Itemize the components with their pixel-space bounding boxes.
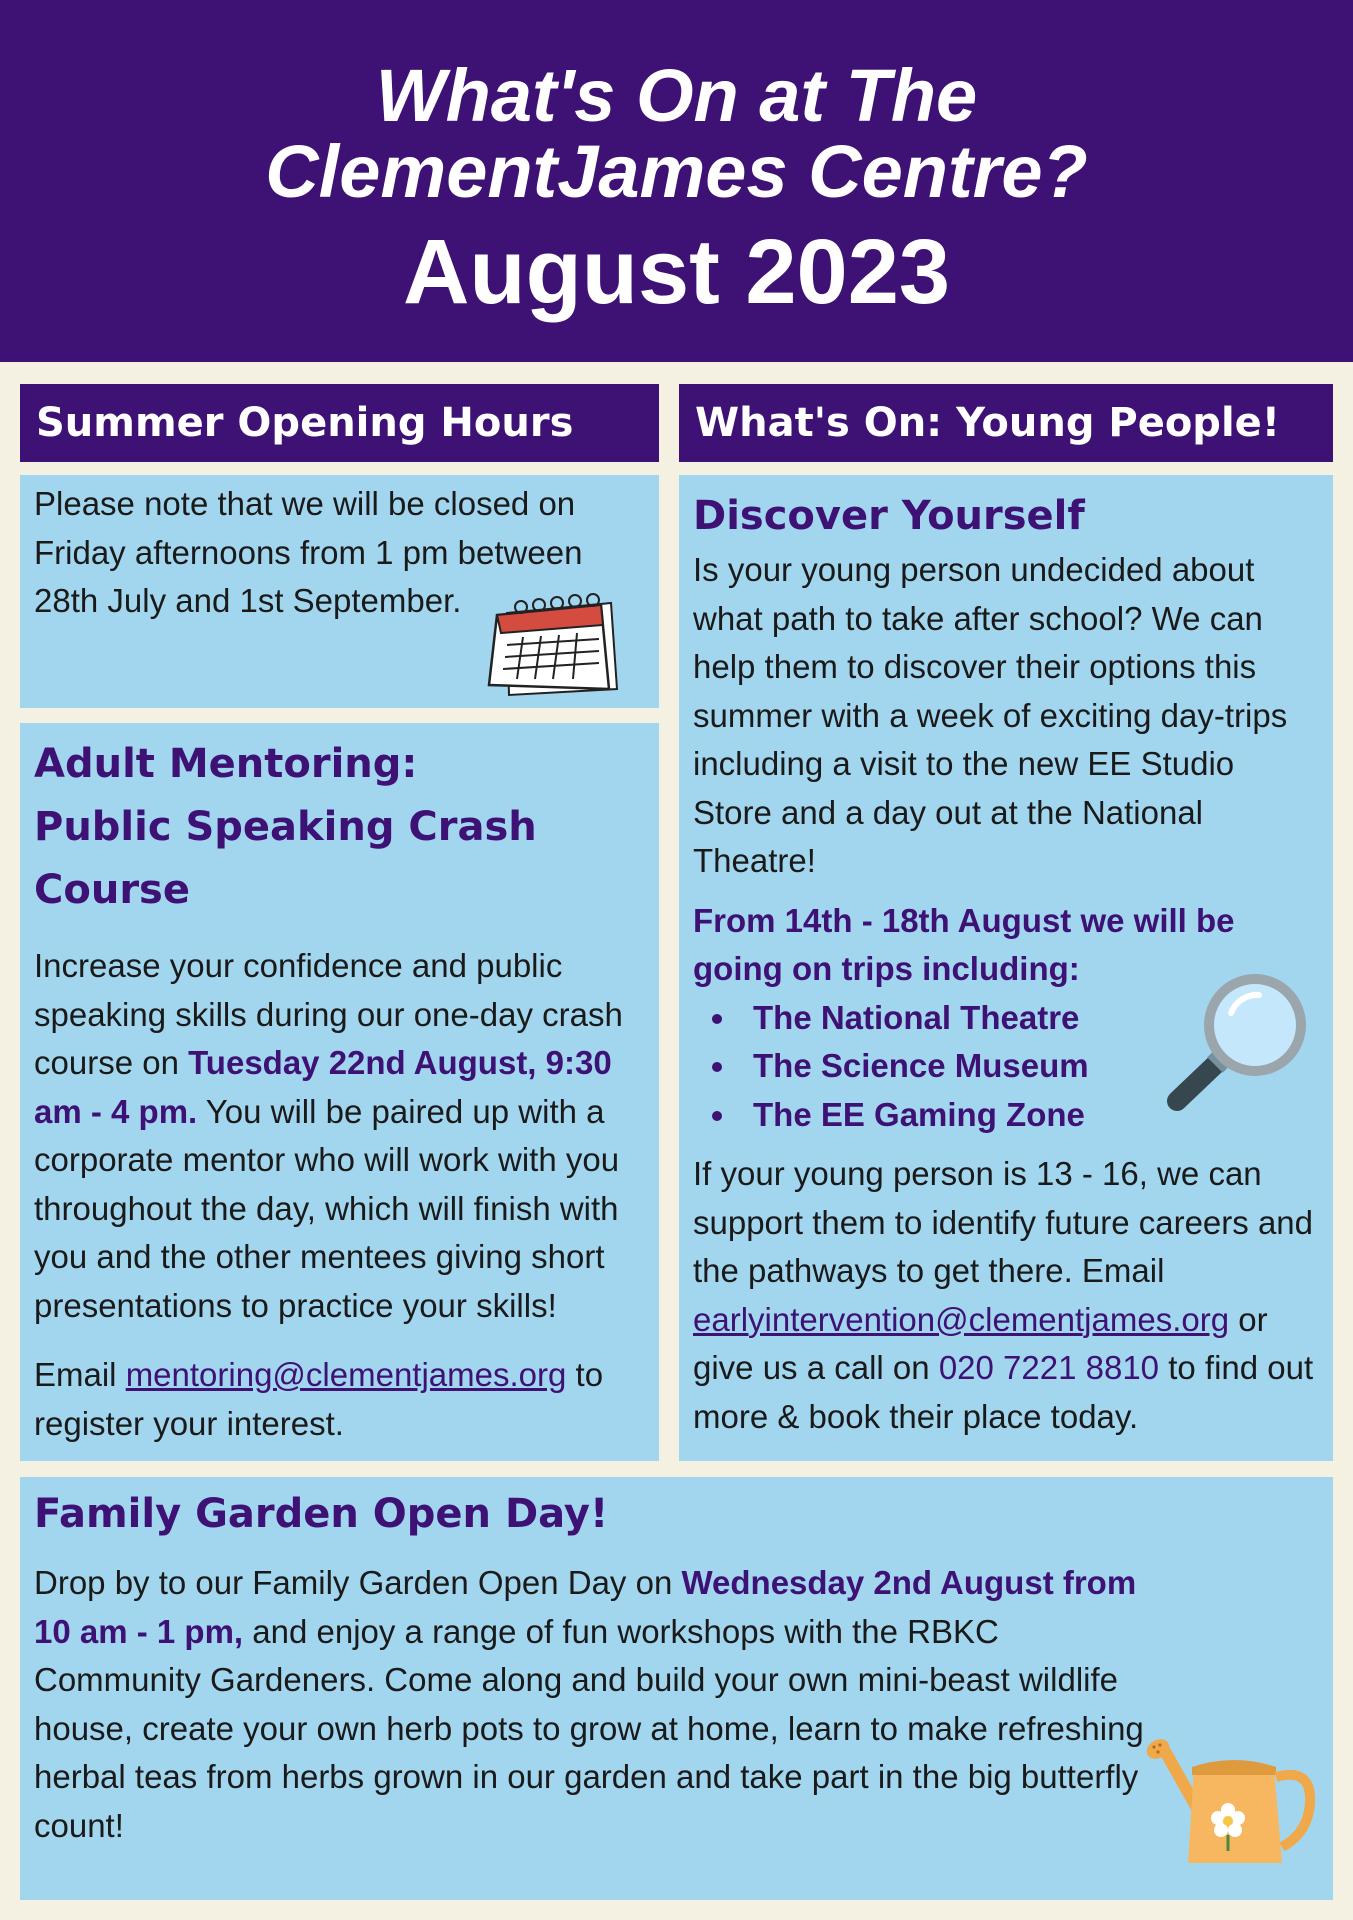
- page-month: August 2023: [402, 221, 951, 323]
- garden-heading: Family Garden Open Day!: [34, 1491, 609, 1537]
- trip-item: • The National Theatre: [739, 994, 1319, 1043]
- garden-date: Wednesday 2nd August from 10 am - 1 pm,: [34, 1564, 1137, 1650]
- calendar-icon: [485, 585, 620, 697]
- page-header: [0, 0, 1353, 362]
- young-people-box: [679, 475, 1333, 1461]
- trip-item: • The EE Gaming Zone: [739, 1091, 1319, 1140]
- mentoring-date: Tuesday 22nd August, 9:30 am - 4 pm.: [34, 1044, 612, 1130]
- garden-paragraph: Drop by to our Family Garden Open Day on Wednesday 2nd August from 10 am - 1 pm, and enjoy a range of fun workshops with the RBKC Community Gardeners. Come along and build your own mini-beast wildlife house, create your own herb pots to grow at home, learn to make refreshing herbal teas from herbs grown in our garden and take part in the big butterfly count!: [34, 1564, 1144, 1844]
- trips-intro: From 14th - 18th August we will be going on trips including:: [693, 901, 1235, 987]
- early-intervention-email-link[interactable]: earlyintervention@clementjames.org: [693, 1300, 1230, 1338]
- mentoring-heading: Adult Mentoring: Public Speaking Crash Course: [34, 741, 537, 913]
- watering-can-icon: [1136, 1737, 1316, 1877]
- trip-item: • The Science Museum: [739, 1042, 1319, 1091]
- opening-hours-text: Please note that we will be closed on Friday afternoons from 1 pm between 28th July and 1st September.: [34, 485, 583, 619]
- garden-box: [20, 1477, 1333, 1900]
- page-title: What's On at The ClementJames Centre?: [265, 54, 1088, 213]
- magnifying-glass-icon: [1151, 973, 1311, 1125]
- mentoring-paragraph: Increase your confidence and public speaking skills during our one-day crash course on Tuesday 22nd August, 9:30 am - 4 pm. You will be paired up with a corporate mentor who will work with you throughout the day, which will finish with you and the other mentees giving short presentations to practice your skills!: [34, 947, 623, 1324]
- young-people-intro: Is your young person undecided about what path to take after school? We can help them to discover their options this summer with a week of exciting day-trips including a visit to the new EE Studio Store and a day out at the National Theatre!: [693, 551, 1288, 879]
- discover-yourself-heading: Discover Yourself: [693, 493, 1085, 539]
- opening-hours-box: [20, 475, 659, 708]
- mentoring-email-link[interactable]: mentoring@clementjames.org: [125, 1356, 567, 1393]
- phone-number: 020 7221 8810: [938, 1349, 1160, 1386]
- young-people-contact: If your young person is 13 - 16, we can support them to identify future careers and the pathways to get there. Email earlyintervention@clementjames.org or give us a call on 020 7221 8810 to find out more & book their place today.: [693, 1155, 1314, 1435]
- mentoring-email-line: Email mentoring@clementjames.org to register your interest.: [34, 1356, 604, 1442]
- section-heading-young-people: What's On: Young People!: [679, 384, 1333, 462]
- mentoring-box: [20, 723, 659, 1461]
- section-heading-opening-hours: Summer Opening Hours: [20, 384, 659, 462]
